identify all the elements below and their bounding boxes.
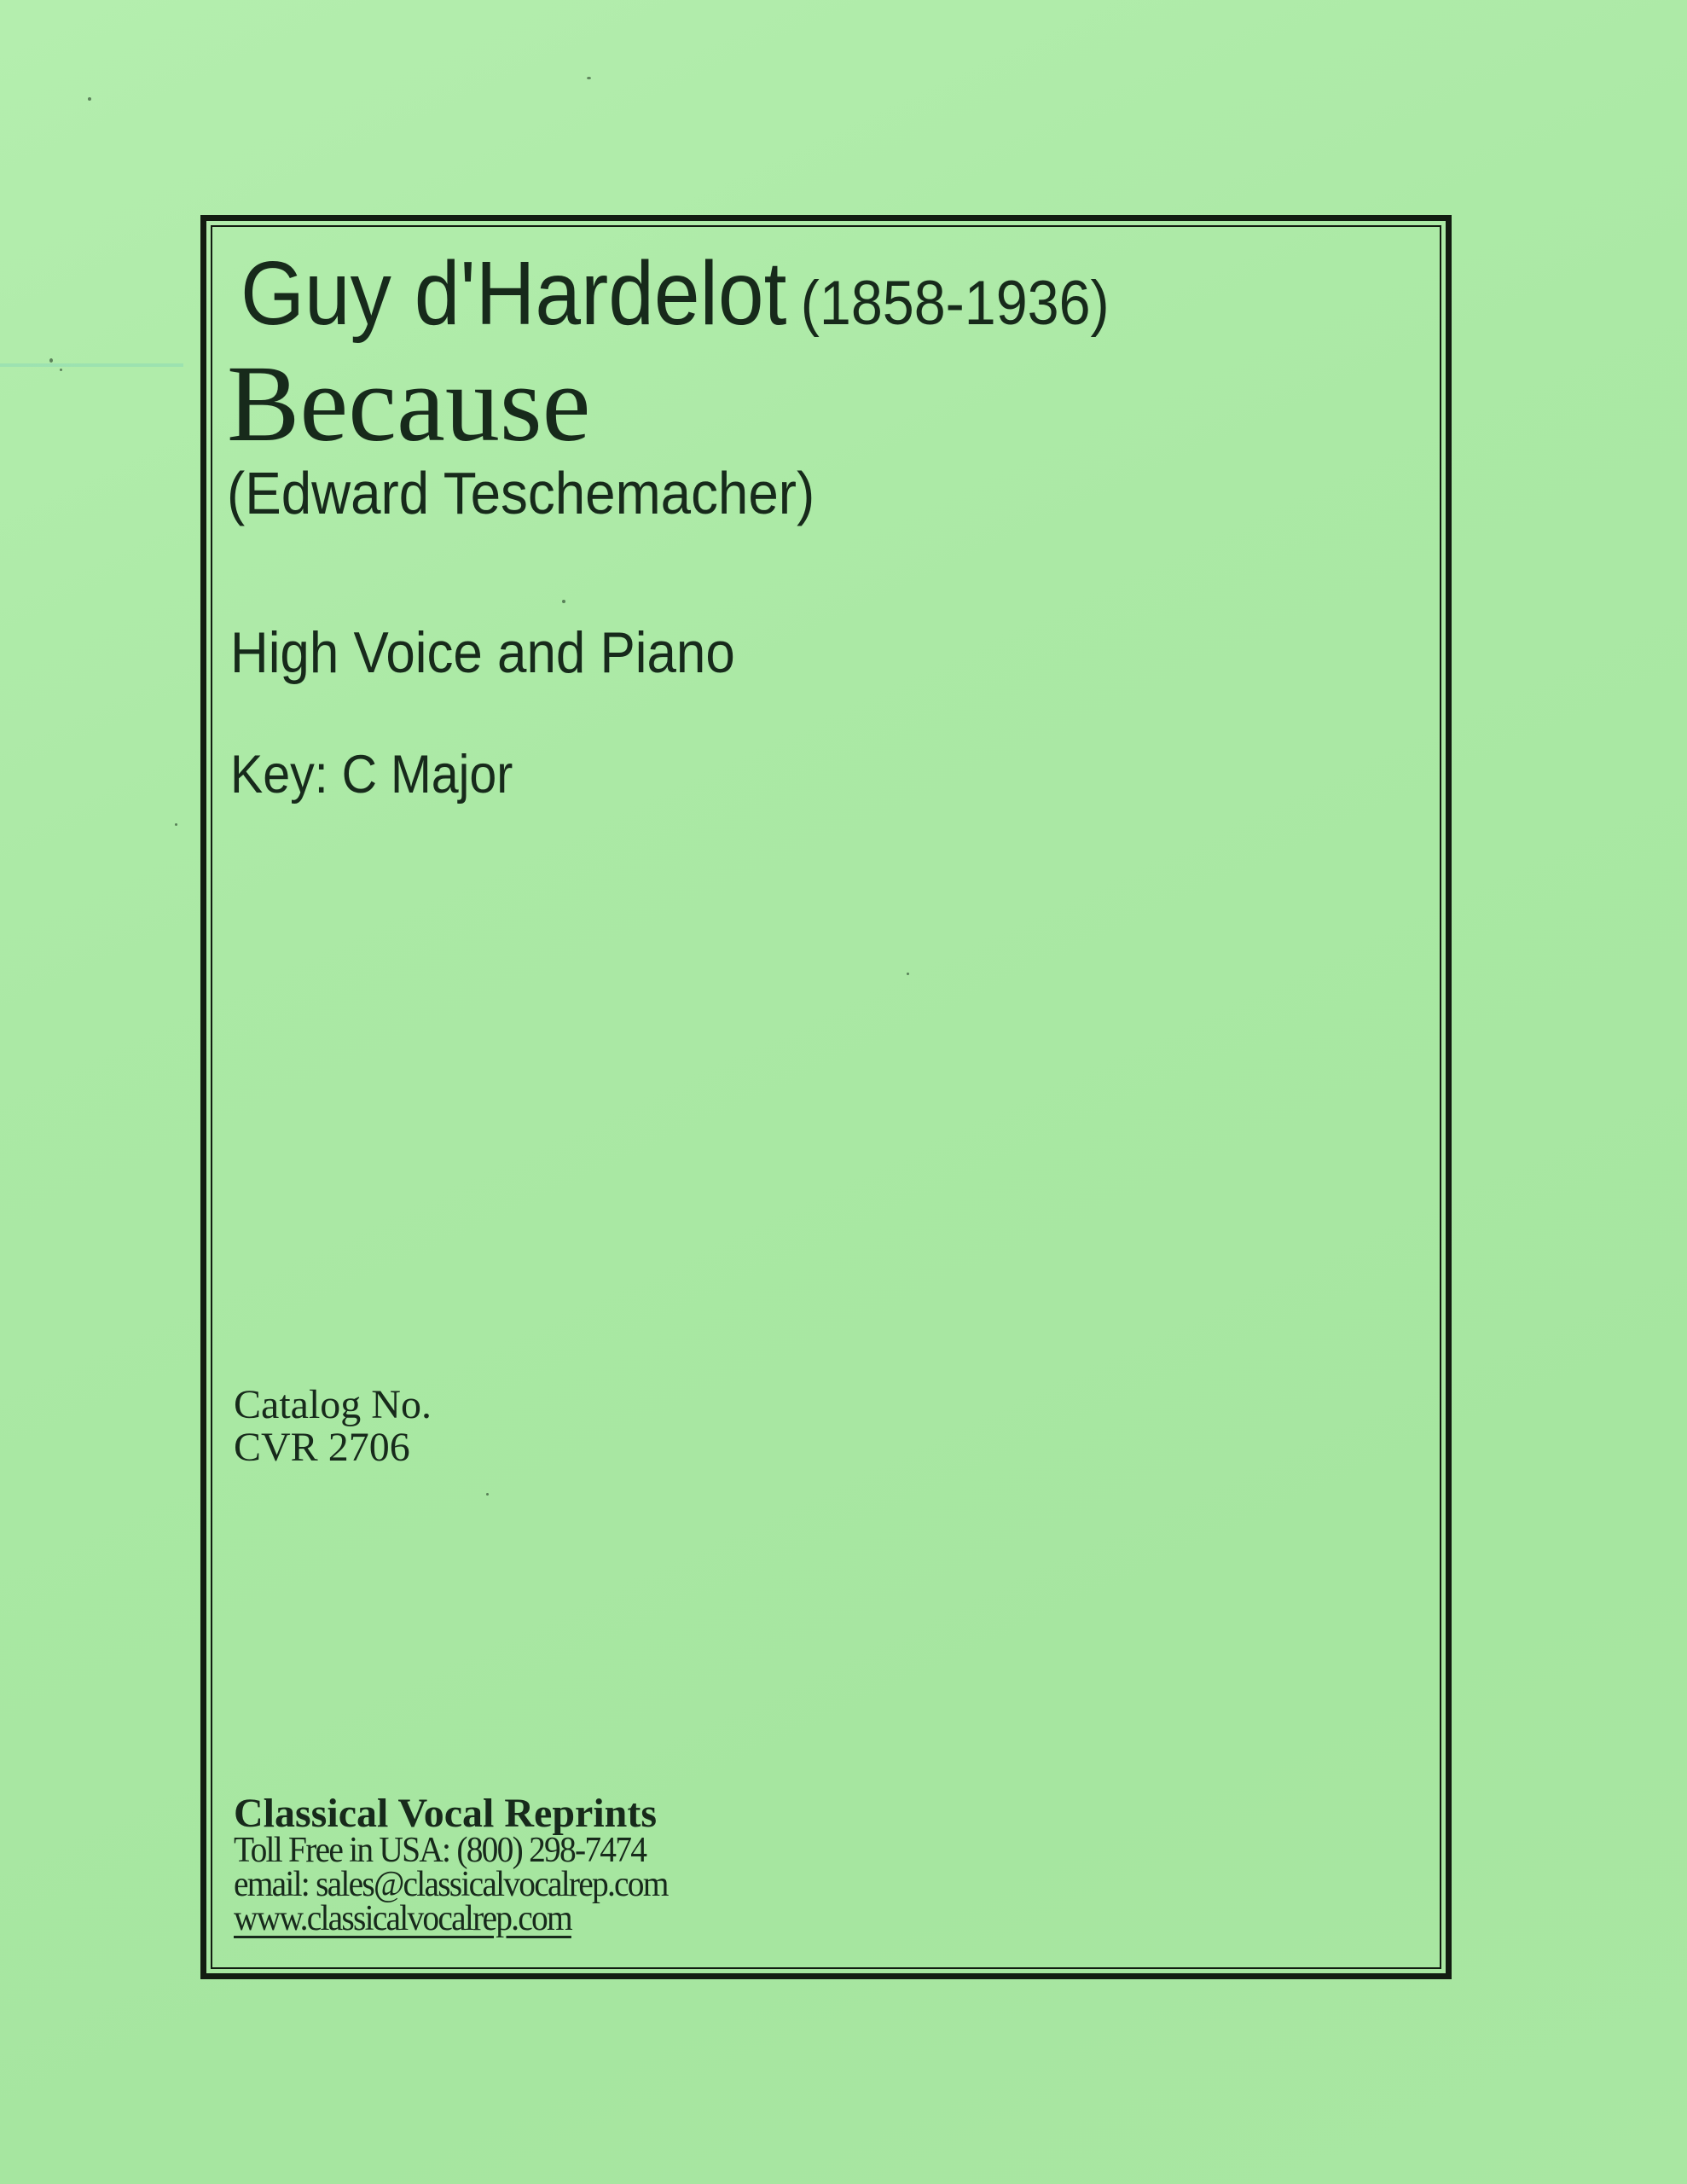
scan-streak <box>0 363 183 367</box>
catalog-label: Catalog No. <box>234 1382 432 1427</box>
catalog-number: CVR 2706 <box>234 1425 410 1470</box>
lyricist-name: (Edward Teschemacher) <box>227 460 815 526</box>
composer-name: Guy d'Hardelot <box>241 243 787 344</box>
voicing-label: High Voice and Piano <box>230 620 735 685</box>
work-title: Because <box>227 343 591 464</box>
scan-speck <box>587 77 591 79</box>
scan-speck <box>88 97 91 101</box>
composer-line <box>241 243 1110 344</box>
key-label: Key: C Major <box>230 745 513 804</box>
publisher-website-link: www.classicalvocalrep.com <box>234 1899 571 1938</box>
publisher-phone: Toll Free in USA: (800) 298-7474 <box>234 1831 646 1870</box>
scan-speck <box>60 369 62 371</box>
composer-dates: (1858-1936) <box>800 269 1110 338</box>
scan-speck <box>175 823 177 826</box>
publisher-name: Classical Vocal Reprints <box>234 1791 658 1836</box>
catalog-block <box>234 1384 432 1469</box>
publisher-email: email: sales@classicalvocalrep.com <box>234 1865 668 1904</box>
scan-speck <box>49 358 53 363</box>
publisher-block <box>234 1791 695 1938</box>
